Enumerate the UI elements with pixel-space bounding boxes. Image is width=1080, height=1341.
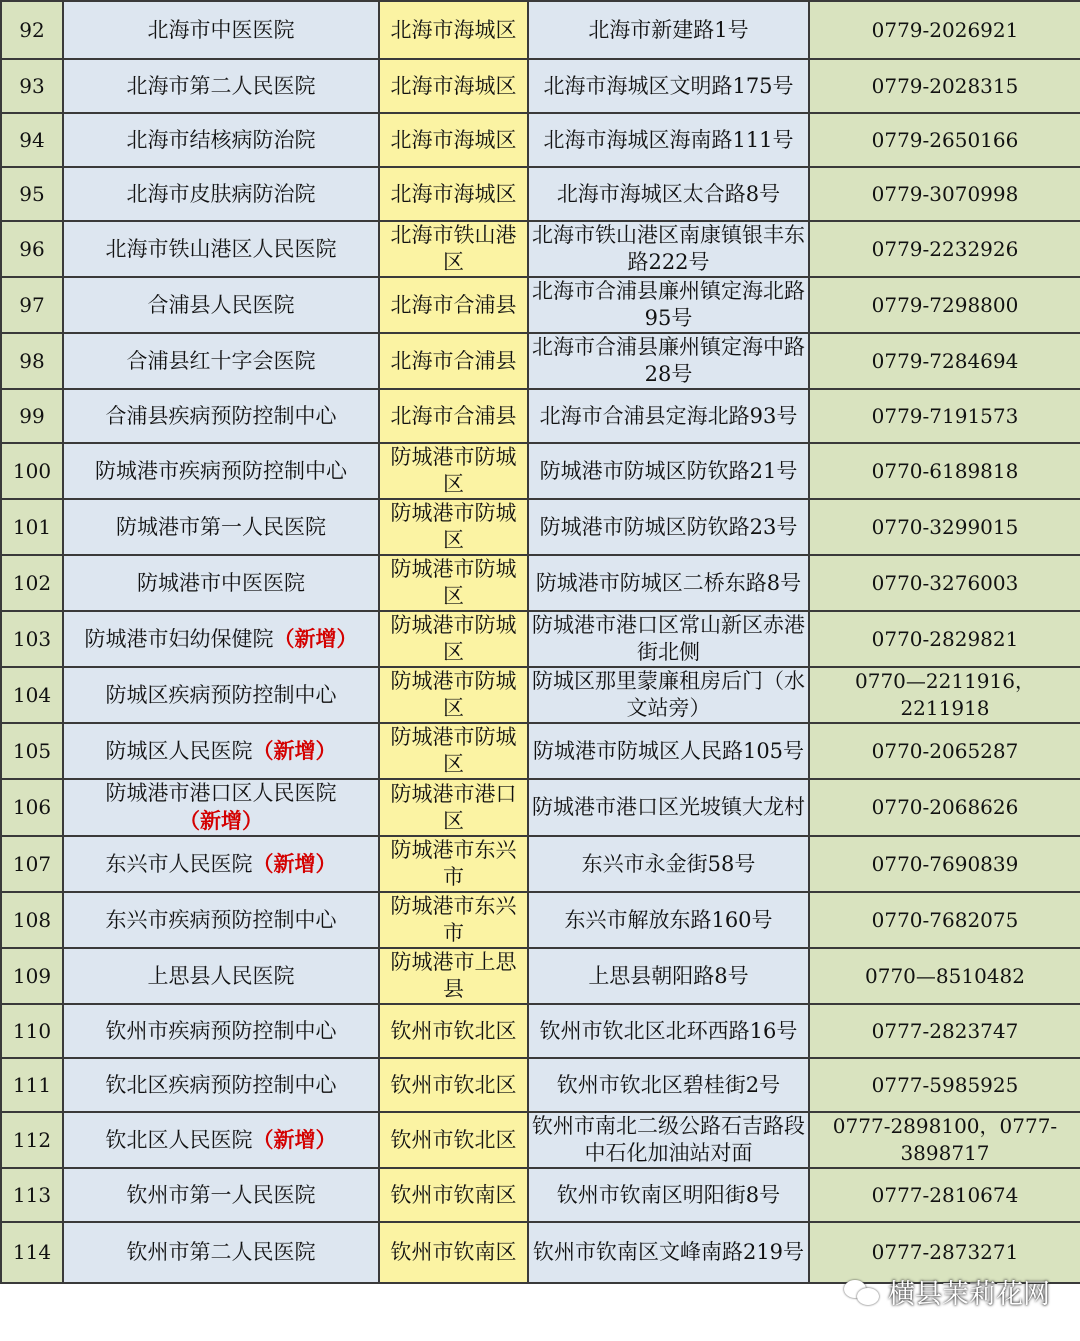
address: 北海市合浦县廉州镇定海中路28号 [532, 335, 805, 386]
hospital-name-cell [63, 1112, 379, 1168]
row-number-cell [1, 1004, 63, 1058]
row-number-cell [1, 1112, 63, 1168]
hospital-name-cell [63, 1222, 379, 1283]
watermark [844, 1272, 1050, 1311]
district: 北海市海城区 [390, 127, 517, 152]
table-row [1, 1058, 1080, 1112]
address: 防城港市港口区常山新区赤港街北侧 [532, 613, 805, 664]
phone-number-cell [809, 333, 1080, 389]
table-row [1, 836, 1080, 892]
phone-number: 0770-7682075 [871, 907, 1019, 932]
address-cell [528, 1222, 809, 1283]
address: 北海市合浦县定海北路93号 [539, 403, 798, 428]
address-cell [528, 555, 809, 611]
phone-number-cell [809, 779, 1080, 836]
hospital-name: 防城港市妇幼保健院 [84, 627, 274, 651]
hospital-name: 防城港市中医医院 [137, 570, 305, 595]
hospital-name-cell [63, 333, 379, 389]
address-cell [528, 667, 809, 723]
address: 钦州市南北二级公路石吉路段中石化加油站对面 [532, 1114, 805, 1165]
district-cell [379, 221, 528, 277]
phone-number-cell [809, 555, 1080, 611]
phone-number-cell [809, 1, 1080, 59]
table-row [1, 167, 1080, 221]
address: 钦州市钦南区文峰南路219号 [532, 1240, 805, 1264]
watermark-text: 横县茉莉花网 [888, 1279, 1050, 1310]
address-cell [528, 443, 809, 499]
address-cell [528, 779, 809, 836]
row-number: 98 [19, 348, 45, 373]
hospital-name-cell [63, 1004, 379, 1058]
phone-number: 0777-2873271 [871, 1240, 1019, 1264]
hospital-name-cell [63, 113, 379, 167]
row-number: 105 [12, 738, 52, 763]
new-badge: （新增） [252, 738, 337, 763]
district: 防城港市上思县 [390, 950, 517, 1001]
row-number-cell [1, 723, 63, 779]
district-cell [379, 723, 528, 779]
phone-number: 0779-2026921 [871, 17, 1019, 42]
hospital-name-cell [63, 221, 379, 277]
table-row [1, 555, 1080, 611]
phone-number-cell [809, 892, 1080, 948]
row-number-cell [1, 611, 63, 667]
address-cell [528, 277, 809, 333]
hospital-name-cell [63, 611, 379, 667]
phone-number: 0779-2650166 [871, 127, 1019, 152]
district: 防城港市港口区 [390, 781, 517, 833]
phone-number-cell [809, 113, 1080, 167]
district: 北海市铁山港区 [390, 223, 517, 274]
hospital-name-cell [63, 499, 379, 555]
district: 钦州市钦北区 [390, 1018, 517, 1043]
table-row [1, 1112, 1080, 1168]
table-row [1, 1168, 1080, 1222]
hospital-name: 北海市结核病防治院 [126, 127, 316, 152]
hospital-name: 钦州市第二人民医院 [126, 1240, 316, 1264]
phone-number: 0777-2810674 [871, 1182, 1019, 1207]
phone-number: 0770-7690839 [871, 851, 1019, 876]
table-row [1, 113, 1080, 167]
district: 防城港市防城区 [390, 445, 517, 496]
row-number-cell [1, 221, 63, 277]
hospital-name: 防城港市第一人民医院 [116, 514, 326, 539]
hospital-name-cell [63, 1168, 379, 1222]
address: 防城区那里蒙廉租房后门（水文站旁） [532, 669, 805, 720]
row-number-cell [1, 277, 63, 333]
phone-number: 0779-7284694 [871, 348, 1019, 373]
district: 钦州市钦南区 [390, 1240, 517, 1264]
row-number-cell [1, 1222, 63, 1283]
hospital-name-cell [63, 1058, 379, 1112]
phone-number: 0777-5985925 [871, 1072, 1019, 1097]
district-cell [379, 1112, 528, 1168]
row-number: 100 [12, 458, 52, 483]
row-number: 113 [12, 1182, 52, 1207]
table-row [1, 1, 1080, 59]
district: 钦州市钦北区 [390, 1072, 517, 1097]
address: 北海市铁山港区南康镇银丰东路222号 [532, 223, 805, 274]
district-cell [379, 611, 528, 667]
table-row [1, 948, 1080, 1004]
row-number-cell [1, 333, 63, 389]
address: 东兴市永金街58号 [581, 851, 756, 876]
address-cell [528, 1058, 809, 1112]
phone-number: 0770—8510482 [865, 963, 1025, 988]
address: 东兴市解放东路160号 [564, 907, 773, 932]
district-cell [379, 1058, 528, 1112]
phone-number-cell [809, 1112, 1080, 1168]
district-cell [379, 667, 528, 723]
row-number-cell [1, 389, 63, 443]
phone-number: 0779-7191573 [871, 403, 1019, 428]
address: 防城港市防城区防钦路23号 [539, 514, 798, 539]
district-cell [379, 836, 528, 892]
row-number-cell [1, 113, 63, 167]
hospital-name: 防城区疾病预防控制中心 [105, 682, 337, 707]
district: 北海市海城区 [390, 181, 517, 206]
hospital-name-cell [63, 836, 379, 892]
hospital-name: 防城区人民医院 [105, 739, 253, 763]
phone-number: 0777-2898100，0777-3898717 [832, 1114, 1058, 1165]
district-cell [379, 1, 528, 59]
district-cell [379, 1004, 528, 1058]
district-cell [379, 333, 528, 389]
table-row [1, 779, 1080, 836]
phone-number-cell [809, 167, 1080, 221]
row-number: 95 [19, 181, 45, 206]
address-cell [528, 1168, 809, 1222]
district: 防城港市防城区 [390, 501, 517, 552]
district-cell [379, 443, 528, 499]
phone-number-cell [809, 1058, 1080, 1112]
address-cell [528, 723, 809, 779]
new-badge: （新增） [273, 626, 358, 651]
row-number-cell [1, 1058, 63, 1112]
row-number-cell [1, 1168, 63, 1222]
row-number: 104 [12, 682, 52, 707]
address: 防城港市港口区光坡镇大龙村 [532, 795, 805, 819]
row-number: 108 [12, 907, 52, 932]
district: 防城港市防城区 [390, 613, 517, 664]
district: 北海市合浦县 [390, 292, 517, 317]
district-cell [379, 1168, 528, 1222]
address: 防城港市防城区二桥东路8号 [535, 570, 802, 595]
table-row [1, 389, 1080, 443]
address: 北海市海城区文明路175号 [543, 73, 794, 98]
district-cell [379, 892, 528, 948]
district-cell [379, 779, 528, 836]
address: 北海市海城区海南路111号 [543, 127, 794, 152]
address-cell [528, 1004, 809, 1058]
new-badge: （新增） [179, 808, 263, 833]
district-cell [379, 499, 528, 555]
hospital-name: 北海市中医医院 [147, 17, 295, 42]
district: 北海市海城区 [390, 73, 517, 98]
address: 北海市新建路1号 [588, 17, 749, 42]
phone-number: 0770—2211916，2211918 [855, 669, 1035, 720]
row-number-cell [1, 836, 63, 892]
phone-number: 0770-3276003 [871, 570, 1019, 595]
address-cell [528, 611, 809, 667]
table-row [1, 333, 1080, 389]
hospital-table-body [1, 1, 1080, 1283]
table-row [1, 443, 1080, 499]
district-cell [379, 277, 528, 333]
address-cell [528, 892, 809, 948]
phone-number: 0779-3070998 [871, 181, 1019, 206]
district-cell [379, 555, 528, 611]
phone-number: 0770-6189818 [871, 458, 1019, 483]
address: 防城港市防城区人民路105号 [532, 738, 805, 763]
address-cell [528, 1112, 809, 1168]
address-cell [528, 113, 809, 167]
hospital-name-cell [63, 59, 379, 113]
row-number-cell [1, 555, 63, 611]
phone-number: 0770-2065287 [871, 738, 1019, 763]
table-row [1, 277, 1080, 333]
district: 防城港市防城区 [390, 669, 517, 720]
hospital-name: 钦北区人民医院 [105, 1128, 253, 1152]
table-row [1, 723, 1080, 779]
address: 钦州市钦北区北环西路16号 [539, 1018, 798, 1043]
district: 防城港市东兴市 [390, 838, 517, 889]
district: 防城港市防城区 [390, 557, 517, 608]
phone-number: 0770-2829821 [871, 626, 1019, 651]
hospital-name: 东兴市疾病预防控制中心 [105, 907, 337, 932]
table-row [1, 611, 1080, 667]
row-number: 96 [19, 236, 45, 261]
phone-number: 0779-7298800 [871, 292, 1019, 317]
row-number: 103 [12, 626, 52, 651]
row-number: 112 [12, 1127, 52, 1152]
phone-number-cell [809, 1168, 1080, 1222]
row-number-cell [1, 667, 63, 723]
table-row [1, 499, 1080, 555]
address: 钦州市钦南区明阳街8号 [556, 1182, 781, 1207]
address: 防城港市防城区防钦路21号 [539, 458, 798, 483]
district-cell [379, 167, 528, 221]
phone-number-cell [809, 836, 1080, 892]
hospital-name: 钦州市疾病预防控制中心 [105, 1018, 337, 1043]
district: 防城港市防城区 [390, 725, 517, 776]
hospital-name-cell [63, 779, 379, 836]
row-number: 107 [12, 851, 52, 876]
hospital-name-cell [63, 667, 379, 723]
hospital-name: 合浦县人民医院 [147, 292, 295, 317]
hospital-name-cell [63, 277, 379, 333]
hospital-name-cell [63, 443, 379, 499]
hospital-name: 防城港市港口区人民医院 [105, 781, 337, 805]
address-cell [528, 499, 809, 555]
row-number: 93 [19, 73, 45, 98]
table-row [1, 59, 1080, 113]
hospital-name: 东兴市人民医院 [105, 852, 253, 876]
address-cell [528, 948, 809, 1004]
district: 防城港市东兴市 [390, 894, 517, 945]
phone-number-cell [809, 948, 1080, 1004]
phone-number-cell [809, 667, 1080, 723]
row-number: 106 [12, 795, 52, 819]
address: 北海市合浦县廉州镇定海北路95号 [532, 279, 805, 330]
hospital-name: 防城港市疾病预防控制中心 [95, 458, 347, 483]
district-cell [379, 59, 528, 113]
new-badge: （新增） [252, 851, 337, 876]
phone-number-cell [809, 499, 1080, 555]
wechat-icon [844, 1278, 880, 1306]
row-number: 111 [12, 1072, 52, 1097]
new-badge: （新增） [252, 1127, 337, 1152]
row-number-cell [1, 779, 63, 836]
table-row [1, 1004, 1080, 1058]
hospital-name: 钦北区疾病预防控制中心 [105, 1072, 337, 1097]
row-number-cell [1, 499, 63, 555]
address-cell [528, 221, 809, 277]
hospital-name: 北海市第二人民医院 [126, 73, 316, 98]
phone-number-cell [809, 389, 1080, 443]
district-cell [379, 948, 528, 1004]
phone-number-cell [809, 723, 1080, 779]
address: 上思县朝阳路8号 [588, 963, 749, 988]
row-number: 102 [12, 570, 52, 595]
row-number-cell [1, 167, 63, 221]
hospital-name-cell [63, 389, 379, 443]
district: 北海市合浦县 [390, 348, 517, 373]
hospital-name: 钦州市第一人民医院 [126, 1182, 316, 1207]
row-number-cell [1, 1, 63, 59]
row-number: 114 [12, 1240, 52, 1264]
table-row [1, 221, 1080, 277]
address: 钦州市钦北区碧桂街2号 [556, 1072, 781, 1097]
row-number: 94 [19, 127, 45, 152]
hospital-name-cell [63, 948, 379, 1004]
row-number: 92 [19, 17, 45, 42]
phone-number: 0777-2823747 [871, 1018, 1019, 1043]
hospital-name-cell [63, 1, 379, 59]
phone-number-cell [809, 221, 1080, 277]
row-number: 101 [12, 514, 52, 539]
phone-number-cell [809, 277, 1080, 333]
address-cell [528, 836, 809, 892]
hospital-name-cell [63, 892, 379, 948]
hospital-name: 合浦县疾病预防控制中心 [105, 403, 337, 428]
row-number: 109 [12, 963, 52, 988]
address: 北海市海城区太合路8号 [556, 181, 781, 206]
table-row [1, 667, 1080, 723]
district-cell [379, 1222, 528, 1283]
phone-number: 0779-2028315 [871, 73, 1019, 98]
row-number-cell [1, 948, 63, 1004]
phone-number-cell [809, 611, 1080, 667]
district: 北海市海城区 [390, 17, 517, 42]
district: 钦州市钦南区 [390, 1182, 517, 1207]
hospital-name: 上思县人民医院 [147, 963, 295, 988]
address-cell [528, 389, 809, 443]
district: 北海市合浦县 [390, 403, 517, 428]
district: 钦州市钦北区 [390, 1127, 517, 1152]
row-number-cell [1, 443, 63, 499]
district-cell [379, 389, 528, 443]
row-number-cell [1, 59, 63, 113]
row-number: 99 [19, 403, 45, 428]
phone-number: 0779-2232926 [871, 236, 1019, 261]
hospital-name: 合浦县红十字会医院 [126, 348, 316, 373]
row-number: 110 [12, 1018, 52, 1043]
phone-number-cell [809, 59, 1080, 113]
hospital-name: 北海市铁山港区人民医院 [105, 236, 337, 261]
address-cell [528, 333, 809, 389]
hospital-name-cell [63, 723, 379, 779]
row-number: 97 [19, 292, 45, 317]
phone-number-cell [809, 443, 1080, 499]
district-cell [379, 113, 528, 167]
address-cell [528, 59, 809, 113]
address-cell [528, 1, 809, 59]
row-number-cell [1, 892, 63, 948]
hospital-name-cell [63, 555, 379, 611]
phone-number: 0770-2068626 [871, 795, 1019, 819]
phone-number: 0770-3299015 [871, 514, 1019, 539]
hospital-name: 北海市皮肤病防治院 [126, 181, 316, 206]
table-row [1, 892, 1080, 948]
phone-number-cell [809, 1004, 1080, 1058]
address-cell [528, 167, 809, 221]
hospital-name-cell [63, 167, 379, 221]
